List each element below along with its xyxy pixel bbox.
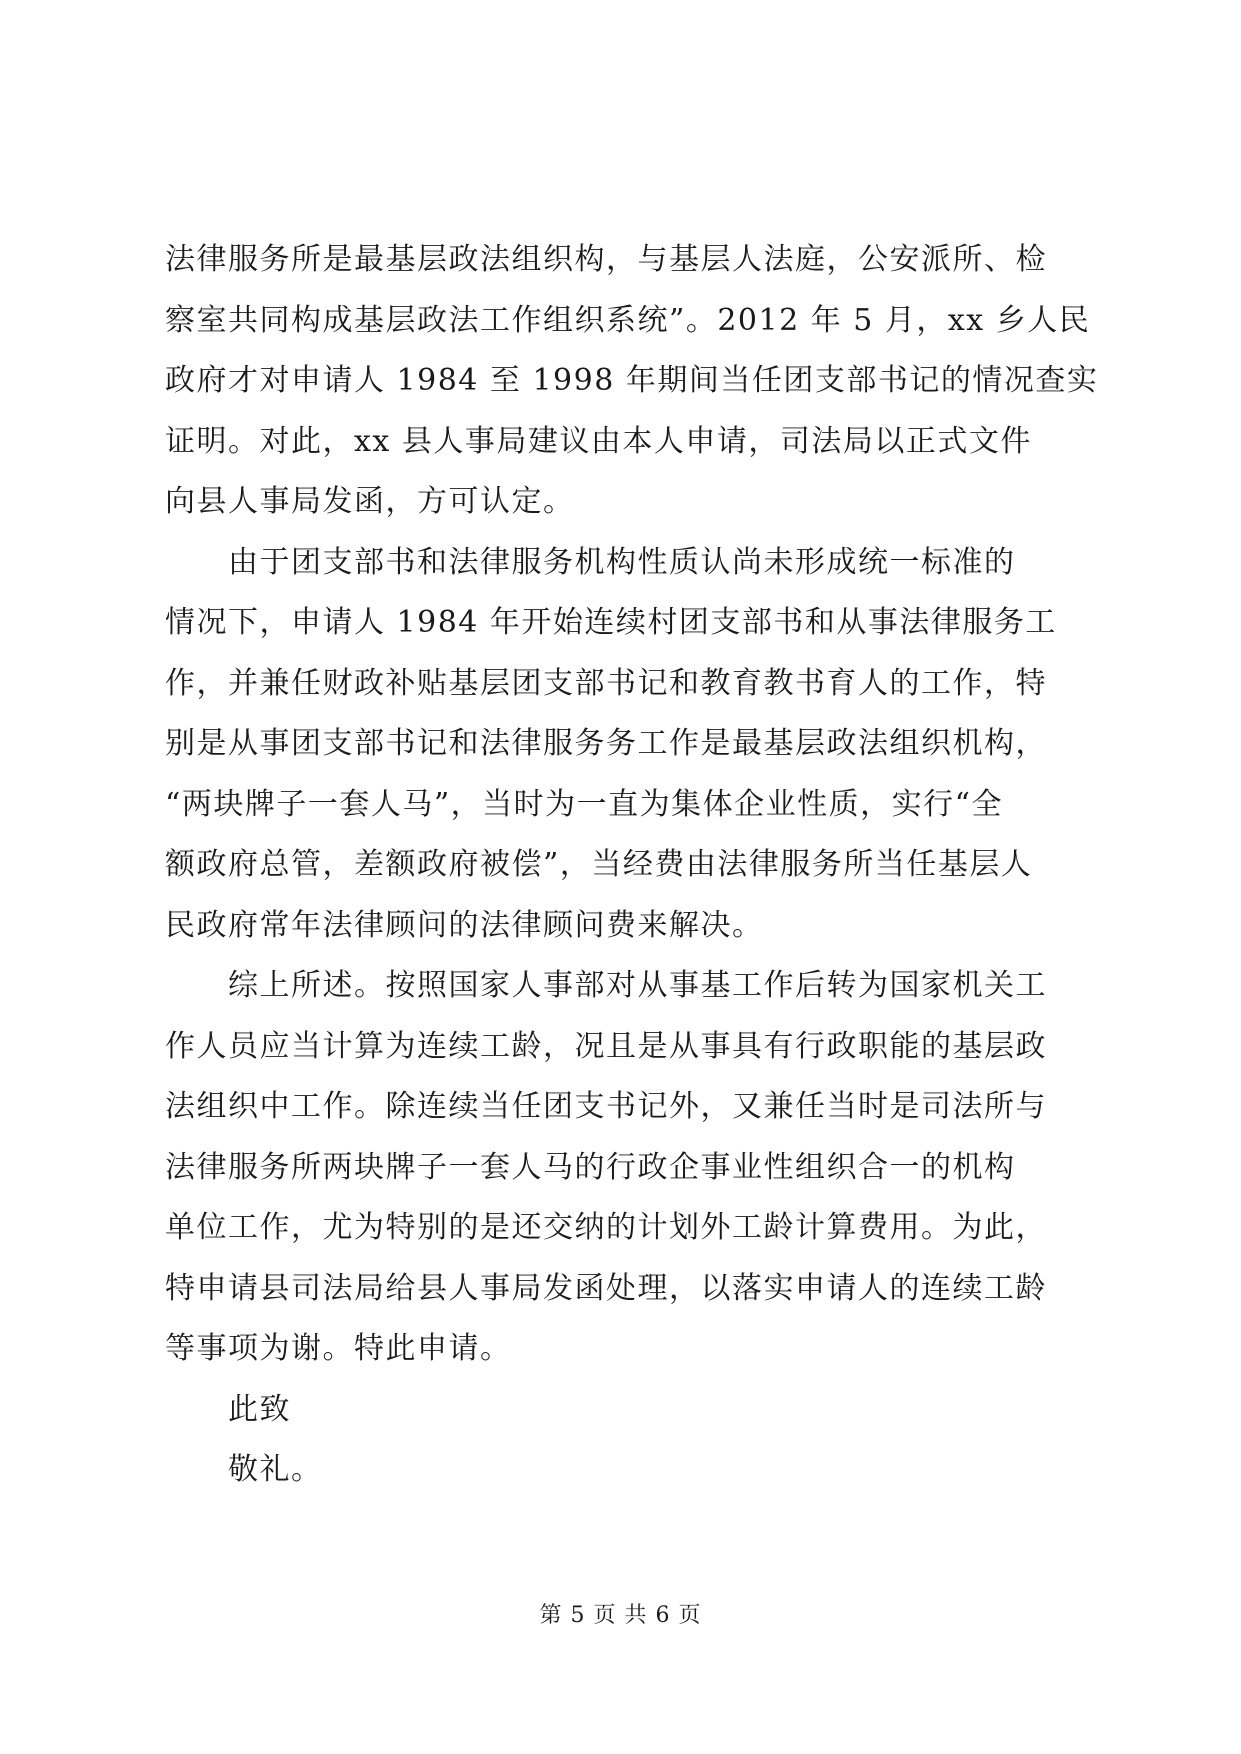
text-line: 单位工作，尤为特别的是还交纳的计划外工龄计算费用。为此， (165, 1210, 1047, 1245)
text-line: 法律服务所两块牌子一套人马的行政企事业性组织合一的机构 (165, 1149, 1016, 1185)
text-line: 向县人事局发函，方可认定。 (165, 484, 575, 519)
text-line: “两块牌子一套人马”，当时为一直为集体企业性质，实行“全 (165, 786, 1004, 822)
text-line: 政府才对申请人 1984 至 1998 年期间当任团支部书记的情况查实 (165, 363, 1099, 398)
closing-line: 敬礼。 (165, 1452, 323, 1487)
text-line: 别是从事团支部书记和法律服务务工作是最基层政法组织机构， (165, 726, 1047, 761)
text-line: 作人员应当计算为连续工龄，况且是从事具有行政职能的基层政 (165, 1028, 1047, 1064)
text-line: 特申请县司法局给县人事局发函处理，以落实申请人的连续工龄 (165, 1270, 1047, 1306)
text-line: 综上所述。按照国家人事部对从事基工作后转为国家机关工 (165, 968, 1047, 1003)
text-line: 法律服务所是最基层政法组织构，与基层人法庭，公安派所、检 (165, 242, 1047, 277)
text-line: 法组织中工作。除连续当任团支书记外，又兼任当时是司法所与 (165, 1089, 1047, 1124)
text-line: 情况下，申请人 1984 年开始连续村团支部书和从事法律服务工 (165, 605, 1057, 640)
closing-line: 此致 (165, 1391, 291, 1427)
text-line: 由于团支部书和法律服务机构性质认尚未形成统一标准的 (165, 544, 1016, 580)
text-line: 察室共同构成基层政法工作组织系统”。2012 年 5 月，xx 乡人民 (165, 302, 1091, 338)
text-line: 民政府常年法律顾问的法律顾问费来解决。 (165, 907, 764, 943)
body-text (165, 230, 1099, 1501)
text-line: 作，并兼任财政补贴基层团支部书记和教育教书育人的工作，特 (165, 665, 1047, 701)
text-line: 等事项为谢。特此申请。 (165, 1331, 512, 1366)
text-line: 额政府总管，差额政府被偿”，当经费由法律服务所当任基层人 (165, 847, 1033, 882)
text-line: 证明。对此，xx 县人事局建议由本人申请，司法局以正式文件 (165, 423, 1032, 459)
page-footer: 第 5 页 共 6 页 (539, 1603, 702, 1628)
